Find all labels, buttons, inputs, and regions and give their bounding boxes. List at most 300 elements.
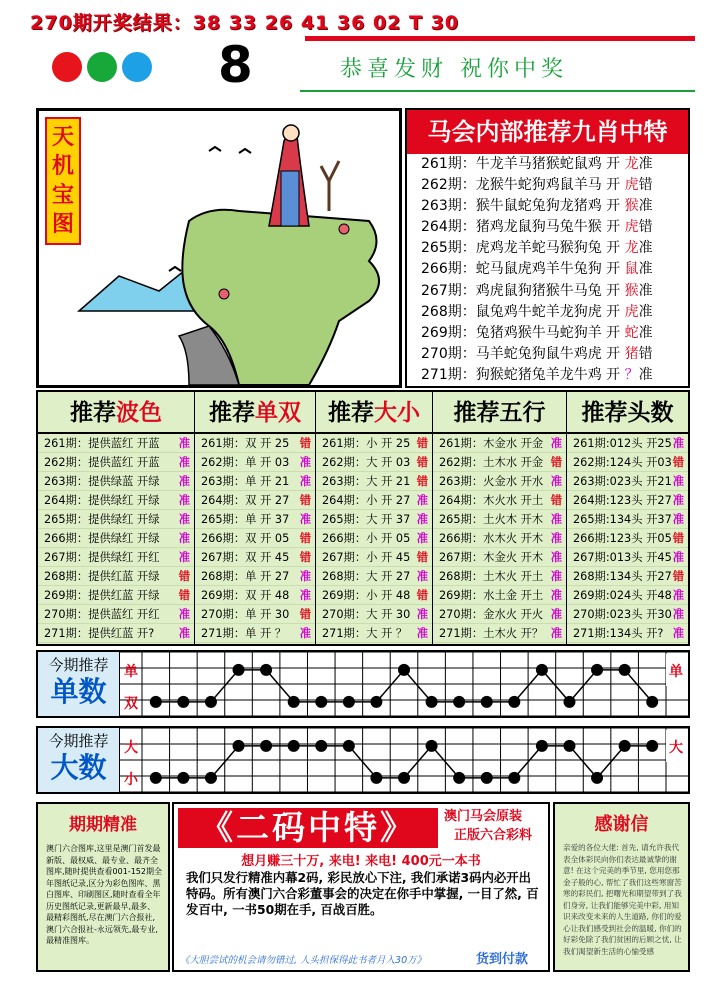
nine-zodiac-row [407, 175, 688, 196]
table-row [567, 548, 688, 567]
odd-even-trend-point [426, 696, 438, 708]
nine-zodiac-row [407, 344, 688, 365]
table-row-mark: 准 [416, 532, 428, 545]
table-row-text: 269期：小 开 48 [322, 589, 411, 602]
table-row-text: 265期：土火木 开木 [439, 513, 544, 526]
table-row-text: 266期：双 开 05 [201, 532, 290, 545]
table-row [195, 624, 315, 643]
nine-zodiac-result: 猪 [624, 345, 639, 362]
nine-zodiac-period: 264期： [421, 219, 476, 236]
two-code-body: 我们只发行精准内幕2码, 彩民放心下注, 我们承诺3码内必开出特码。所有澳门六合彩董事会的决定在你手中掌握, 一目了然, 百发百中, 一书50期在手, 百战百胜。 [186, 870, 539, 917]
nine-zodiac-result: 蛇 [624, 324, 639, 341]
table-row-text: 263期:023头 开21 [573, 475, 672, 488]
table-row [567, 624, 688, 643]
scenery-illustration [39, 111, 399, 385]
table-row [316, 434, 432, 453]
table-row [567, 491, 688, 510]
two-code-footer: 《大胆尝试的机会请勿错过, 人头担保得此书者月入30万》 [180, 955, 427, 966]
nine-zodiac-result: 虎 [624, 303, 639, 320]
table-row [567, 586, 688, 605]
table-row-text: 261期:012头 开25 [573, 437, 672, 450]
nine-zodiac-mark: 准 [638, 366, 653, 383]
table-row-mark: 准 [178, 494, 190, 507]
nine-zodiac-title: 马会内部推荐九肖中特 [407, 110, 688, 154]
nine-zodiac-period: 261期： [421, 156, 476, 172]
odd-even-rows [195, 434, 315, 643]
table-row-text: 271期：土木火 开？ [439, 627, 544, 640]
table-row-mark: 错 [299, 437, 311, 450]
slogan-underline [300, 90, 695, 92]
nine-zodiac-mark: 准 [638, 282, 653, 299]
big-small-trend-chart [120, 728, 688, 792]
table-row-text: 264期：小 开 27 [322, 494, 411, 507]
nine-zodiac-result: 鼠 [624, 261, 639, 278]
nine-zodiac-open: 开 [601, 156, 625, 172]
big-small-title: 推荐大小 [316, 392, 432, 434]
nine-zodiac-mark: 准 [638, 324, 653, 341]
head-number-rows [567, 434, 688, 643]
table-row [316, 624, 432, 643]
table-row-mark: 准 [299, 589, 311, 602]
table-row-text: 268期：单 开 27 [201, 570, 290, 583]
nine-zodiac-mark: 准 [638, 198, 653, 215]
table-row-mark: 错 [299, 608, 311, 621]
table-row-mark: 准 [299, 570, 311, 583]
table-row [316, 453, 432, 472]
nine-zodiac-row [407, 259, 688, 280]
table-row-text: 266期：水木火 开木 [439, 532, 544, 545]
big-small-trend-point [536, 740, 548, 752]
table-row [316, 510, 432, 529]
table-row-mark: 错 [299, 532, 311, 545]
table-row-text: 264期:123头 开27 [573, 494, 672, 507]
table-row [195, 434, 315, 453]
cash-on-delivery-label: 货到付款 [476, 952, 529, 967]
nine-zodiac-panel [405, 108, 690, 388]
odd-even-trend-point [481, 696, 493, 708]
table-row-mark: 错 [416, 456, 428, 469]
big-small-trend-point [646, 740, 658, 752]
nine-zodiac-open: 开 [601, 345, 625, 362]
table-row [38, 491, 194, 510]
nine-zodiac-open: 开 [601, 366, 625, 383]
big-small-trend-panel [36, 726, 690, 794]
table-row [433, 453, 566, 472]
table-row [433, 586, 566, 605]
nine-zodiac-period: 266期： [421, 261, 476, 278]
recommendation-tables [36, 390, 690, 646]
table-row-mark: 错 [672, 532, 684, 545]
table-row-text: 265期：单 开 37 [201, 513, 290, 526]
odd-even-trend-point [370, 696, 382, 708]
nine-zodiac-mark: 错 [638, 177, 653, 194]
odd-even-title: 推荐单双 [195, 392, 315, 434]
table-row-mark: 准 [178, 551, 190, 564]
table-row-text: 261期：双 开 25 [201, 437, 290, 450]
table-row-mark: 准 [550, 551, 562, 564]
two-code-slogan: 想月赚三十万, 来电! 来电! 400元一本书 [241, 854, 481, 869]
nine-zodiac-open: 开 [601, 240, 625, 257]
big-small-trend-point [260, 740, 272, 752]
table-row-mark: 准 [299, 475, 311, 488]
table-row [38, 453, 194, 472]
nine-zodiac-row [407, 238, 688, 259]
nine-zodiac-mark: 错 [638, 345, 653, 362]
table-row-mark: 准 [178, 513, 190, 526]
odd-even-trend-panel [36, 650, 690, 718]
table-row [433, 472, 566, 491]
table-row [316, 529, 432, 548]
table-row-mark: 准 [178, 437, 190, 450]
table-row-text: 270期：提供蓝红 开红 [44, 608, 160, 621]
table-row-text: 262期：单 开 03 [201, 456, 290, 469]
table-row-text: 262期：提供蓝红 开蓝 [44, 456, 160, 469]
five-elements-column [433, 392, 567, 644]
odd-even-trend-point [288, 696, 300, 708]
table-row-mark: 错 [299, 551, 311, 564]
head-number-column [567, 392, 688, 644]
table-row [433, 624, 566, 643]
nine-zodiac-open: 开 [601, 219, 625, 236]
nine-zodiac-mark: 准 [638, 156, 653, 172]
big-small-trend-point [315, 740, 327, 752]
table-row-mark: 错 [299, 494, 311, 507]
table-row-text: 271期：大 开 ？ [322, 627, 408, 640]
nine-zodiac-row [407, 154, 688, 175]
picture-label: 天机宝图 [45, 117, 81, 245]
color-wave-rows [38, 434, 194, 643]
nine-zodiac-open: 开 [601, 177, 625, 194]
nine-zodiac-picks: 兔猪鸡猴牛马蛇狗羊 [475, 324, 602, 341]
table-row-text: 268期:134头 开27 [573, 570, 672, 583]
picture-panel [36, 108, 402, 388]
table-row-mark: 错 [416, 551, 428, 564]
table-row-mark: 准 [550, 570, 562, 583]
table-row-mark: 准 [178, 456, 190, 469]
trend-label-main: 大数 [50, 751, 107, 784]
nine-zodiac-period: 271期： [421, 366, 476, 383]
table-row-text: 265期：提供绿红 开绿 [44, 513, 160, 526]
accuracy-body: 澳门六合图库,这里是澳门首发最新版、最权威、最专业、最齐全图库,随时提供查看001-152期全年图纸记录,区分为彩色图库、黑白图库、印刷图区,随时查看全年历史图纸记录,更新最早,最多、最精彩图纸,尽在澳门六合报社,澳门六合报社-永远领先,最专业,最精准图库。 [46, 844, 162, 945]
color-wave-title: 推荐波色 [38, 392, 194, 434]
odd-even-trend-label [38, 652, 120, 716]
table-row [195, 510, 315, 529]
table-row-text: 263期：提供绿蓝 开绿 [44, 475, 160, 488]
nine-zodiac-row [407, 281, 688, 302]
big-small-trend-point [591, 772, 603, 784]
nine-zodiac-open: 开 [601, 324, 625, 341]
table-row [38, 586, 194, 605]
table-row-text: 263期：单 开 21 [201, 475, 290, 488]
big-small-trend-point [288, 740, 300, 752]
table-row-text: 267期：木金火 开木 [439, 551, 544, 564]
table-row-mark: 准 [672, 627, 684, 640]
big-small-trend-point [370, 772, 382, 784]
table-row-text: 270期：金水火 开火 [439, 608, 544, 621]
big-small-row-bottom-label: 小 [124, 771, 138, 788]
table-row-text: 267期：提供绿红 开红 [44, 551, 160, 564]
table-row-text: 265期:134头 开37 [573, 513, 672, 526]
table-row-mark: 准 [416, 570, 428, 583]
five-elements-rows [433, 434, 566, 643]
odd-even-trend-point [536, 664, 548, 676]
color-wave-column [38, 392, 195, 644]
big-small-trend-point [177, 772, 189, 784]
big-small-trend-point [150, 772, 162, 784]
table-row [567, 453, 688, 472]
table-row-text: 264期：木火水 开土 [439, 494, 544, 507]
odd-even-trend-point [591, 664, 603, 676]
table-row [38, 624, 194, 643]
nine-zodiac-picks: 牛龙羊马猪猴蛇鼠鸡 [475, 156, 602, 172]
table-row-mark: 错 [416, 437, 428, 450]
big-small-column [316, 392, 433, 644]
table-row-text: 269期：水土金 开土 [439, 589, 544, 602]
big-small-trend-point [426, 740, 438, 752]
nine-zodiac-period: 270期： [421, 345, 476, 362]
table-row [38, 548, 194, 567]
five-elements-title: 推荐五行 [433, 392, 566, 434]
table-row-text: 271期：单 开 ？ [201, 627, 287, 640]
header-red-bar [305, 36, 695, 41]
odd-even-trend-point [205, 696, 217, 708]
big-small-trend-point [343, 740, 355, 752]
table-row-mark: 准 [416, 627, 428, 640]
nine-zodiac-row [407, 217, 688, 238]
nine-zodiac-row [407, 302, 688, 323]
table-row-mark: 错 [178, 570, 190, 583]
two-code-ad-panel [172, 802, 550, 972]
table-row-mark: 准 [550, 627, 562, 640]
nine-zodiac-mark: 准 [638, 303, 653, 320]
nine-zodiac-period: 262期： [421, 177, 476, 194]
nine-zodiac-period: 268期： [421, 303, 476, 320]
nine-zodiac-result: 猴 [624, 198, 639, 215]
table-row [433, 434, 566, 453]
table-row-mark: 准 [178, 532, 190, 545]
trend-label-main: 单数 [50, 675, 107, 708]
big-small-rows [316, 434, 432, 643]
nine-zodiac-open: 开 [601, 261, 625, 278]
nine-zodiac-picks: 鸡虎鼠狗猪猴牛马兔 [475, 282, 602, 299]
table-row-mark: 准 [178, 475, 190, 488]
nine-zodiac-mark: 准 [638, 261, 653, 278]
table-row-mark: 准 [550, 589, 562, 602]
table-row [38, 605, 194, 624]
accuracy-title: 期期精准 [69, 815, 137, 835]
table-row [316, 567, 432, 586]
table-row-text: 271期:134头 开? [573, 627, 664, 640]
table-row [38, 510, 194, 529]
table-row-text: 261期：木金水 开金 [439, 437, 544, 450]
table-row-text: 261期：小 开 25 [322, 437, 411, 450]
odd-even-trend-point [177, 696, 189, 708]
big-small-trend-point [619, 740, 631, 752]
table-row [433, 510, 566, 529]
slogan: 恭喜发财 祝你中奖 [340, 57, 568, 82]
two-code-subtitle-2: 正版六合彩料 [454, 828, 533, 843]
table-row-text: 268期：提供红蓝 开绿 [44, 570, 160, 583]
table-row-mark: 准 [299, 456, 311, 469]
table-row-mark: 准 [672, 437, 684, 450]
table-row-mark: 错 [416, 589, 428, 602]
table-row [195, 586, 315, 605]
table-row [195, 491, 315, 510]
big-small-trend-point [205, 772, 217, 784]
table-row [433, 605, 566, 624]
table-row [433, 567, 566, 586]
blue-dot-icon [122, 52, 152, 82]
table-row-mark: 准 [416, 513, 428, 526]
nine-zodiac-period: 263期： [421, 198, 476, 215]
table-row-text: 262期:124头 开03 [573, 456, 672, 469]
odd-even-column [195, 392, 316, 644]
table-row [38, 567, 194, 586]
two-code-title: 《二码中特》 [178, 808, 438, 848]
nine-zodiac-result: 龙 [624, 156, 639, 172]
result-headline: 270期开奖结果：38 33 26 41 36 02 T 30 [30, 12, 460, 34]
table-row-mark: 准 [672, 475, 684, 488]
table-row-mark: 准 [672, 494, 684, 507]
big-small-row-top-label: 大 [124, 739, 138, 756]
nine-zodiac-result: 虎 [624, 177, 639, 194]
table-row-mark: 准 [178, 627, 190, 640]
table-row [316, 586, 432, 605]
table-row-text: 263期：大 开 21 [322, 475, 411, 488]
thank-you-body: 亲爱的各位大佬: 首先, 请允许我代表全体彩民向你们表达最诚挚的谢意! 在这个完美的季节里, 您用您那金子般的心, 帮忙了我们这些寒窗苦寒的彩民们, 把曙光和期望带到了我们身旁, 让我们能够完美中彩, 用知识来改变未来的人生道路, 你们的爱心让我们感受到社会的温暖, 你们的好彩免除了我们贫困的后顾之忧, 让我们渴望新生活的心愉受感 [563, 843, 682, 956]
table-row-text: 267期：小 开 45 [322, 551, 411, 564]
table-row [567, 510, 688, 529]
table-row-text: 269期：提供红蓝 开绿 [44, 589, 160, 602]
table-row-mark: 错 [672, 456, 684, 469]
table-row-mark: 准 [550, 608, 562, 621]
table-row-text: 262期：土木水 开金 [439, 456, 544, 469]
nine-zodiac-list [407, 154, 688, 386]
table-row-mark: 准 [672, 513, 684, 526]
trend-label-top: 今期推荐 [48, 656, 109, 674]
table-row-text: 269期:024头 开48 [573, 589, 672, 602]
nine-zodiac-open: 开 [601, 198, 625, 215]
table-row-text: 267期：双 开 45 [201, 551, 290, 564]
table-row-text: 263期：火金水 开水 [439, 475, 544, 488]
table-row-text: 268期：大 开 27 [322, 570, 411, 583]
table-row-mark: 准 [550, 437, 562, 450]
nine-zodiac-mark: 准 [638, 240, 653, 257]
nine-zodiac-mark: 错 [638, 219, 653, 236]
table-row-mark: 准 [672, 608, 684, 621]
table-row [195, 567, 315, 586]
nine-zodiac-open: 开 [601, 303, 625, 320]
nine-zodiac-row [407, 196, 688, 217]
nine-zodiac-result: ？ [624, 366, 639, 383]
table-row-mark: 准 [299, 513, 311, 526]
table-row [567, 529, 688, 548]
big-small-trend-point [508, 772, 520, 784]
table-row [195, 605, 315, 624]
table-row [433, 491, 566, 510]
odd-even-trend-point [260, 664, 272, 676]
nine-zodiac-row [407, 365, 688, 386]
table-row-mark: 准 [416, 608, 428, 621]
table-row-mark: 错 [550, 494, 562, 507]
table-row [195, 548, 315, 567]
table-row [316, 548, 432, 567]
table-row [433, 548, 566, 567]
table-row [195, 453, 315, 472]
table-row-mark: 准 [550, 513, 562, 526]
table-row [38, 529, 194, 548]
issue-number: 8 [218, 36, 253, 94]
table-row [38, 472, 194, 491]
nine-zodiac-picks: 猴牛鼠蛇兔狗龙猪鸡 [475, 198, 602, 215]
table-row-mark: 准 [178, 608, 190, 621]
big-small-trend-point [398, 772, 410, 784]
table-row [195, 529, 315, 548]
table-row-text: 270期：大 开 30 [322, 608, 411, 621]
nine-zodiac-open: 开 [601, 282, 625, 299]
nine-zodiac-row [407, 323, 688, 344]
table-row-mark: 准 [416, 494, 428, 507]
odd-even-trend-point [233, 664, 245, 676]
table-row-text: 264期：双 开 27 [201, 494, 290, 507]
nine-zodiac-result: 猴 [624, 282, 639, 299]
nine-zodiac-picks: 马羊蛇兔狗鼠牛鸡虎 [475, 345, 602, 362]
odd-even-trend-point [453, 696, 465, 708]
nine-zodiac-period: 267期： [421, 282, 476, 299]
odd-even-row-bottom-label: 双 [124, 695, 138, 712]
table-row-mark: 错 [416, 475, 428, 488]
nine-zodiac-period: 265期： [421, 240, 476, 257]
big-small-trend-point [481, 772, 493, 784]
big-small-trend-point [233, 740, 245, 752]
nine-zodiac-picks: 猪鸡龙鼠狗马兔牛猴 [475, 219, 602, 236]
odd-even-trend-point [315, 696, 327, 708]
table-row-mark: 准 [672, 551, 684, 564]
trend-label-top: 今期推荐 [48, 732, 109, 750]
nine-zodiac-period: 269期： [421, 324, 476, 341]
table-row-text: 266期:123头 开05 [573, 532, 672, 545]
table-row [316, 472, 432, 491]
table-row-text: 270期:023头 开30 [573, 608, 672, 621]
table-row-text: 266期：提供绿红 开绿 [44, 532, 160, 545]
table-row-mark: 准 [672, 589, 684, 602]
odd-even-trend-point [150, 696, 162, 708]
table-row-mark: 错 [550, 456, 562, 469]
big-small-trend-point [453, 772, 465, 784]
table-row [567, 605, 688, 624]
table-row-mark: 准 [299, 627, 311, 640]
odd-even-trend-point [508, 696, 520, 708]
nine-zodiac-picks: 狗猴蛇猪兔羊龙牛鸡 [475, 366, 602, 383]
big-small-trend-label [38, 728, 120, 792]
table-row-text: 268期：土木火 开土 [439, 570, 544, 583]
green-dot-icon [87, 52, 117, 82]
nine-zodiac-result: 虎 [624, 219, 639, 236]
table-row-mark: 错 [178, 589, 190, 602]
table-row [567, 567, 688, 586]
table-row-mark: 错 [672, 570, 684, 583]
table-row-text: 266期：小 开 05 [322, 532, 411, 545]
table-row [433, 529, 566, 548]
table-row-mark: 准 [550, 532, 562, 545]
thank-you-letter-panel [553, 802, 690, 972]
odd-even-trend-point [563, 696, 575, 708]
table-row-text: 261期：提供蓝红 开蓝 [44, 437, 160, 450]
nine-zodiac-result: 龙 [624, 240, 639, 257]
table-row-text: 267期:013头 开45 [573, 551, 672, 564]
nine-zodiac-picks: 蛇马鼠虎鸡羊牛兔狗 [475, 261, 602, 278]
odd-even-trend-point [619, 664, 631, 676]
